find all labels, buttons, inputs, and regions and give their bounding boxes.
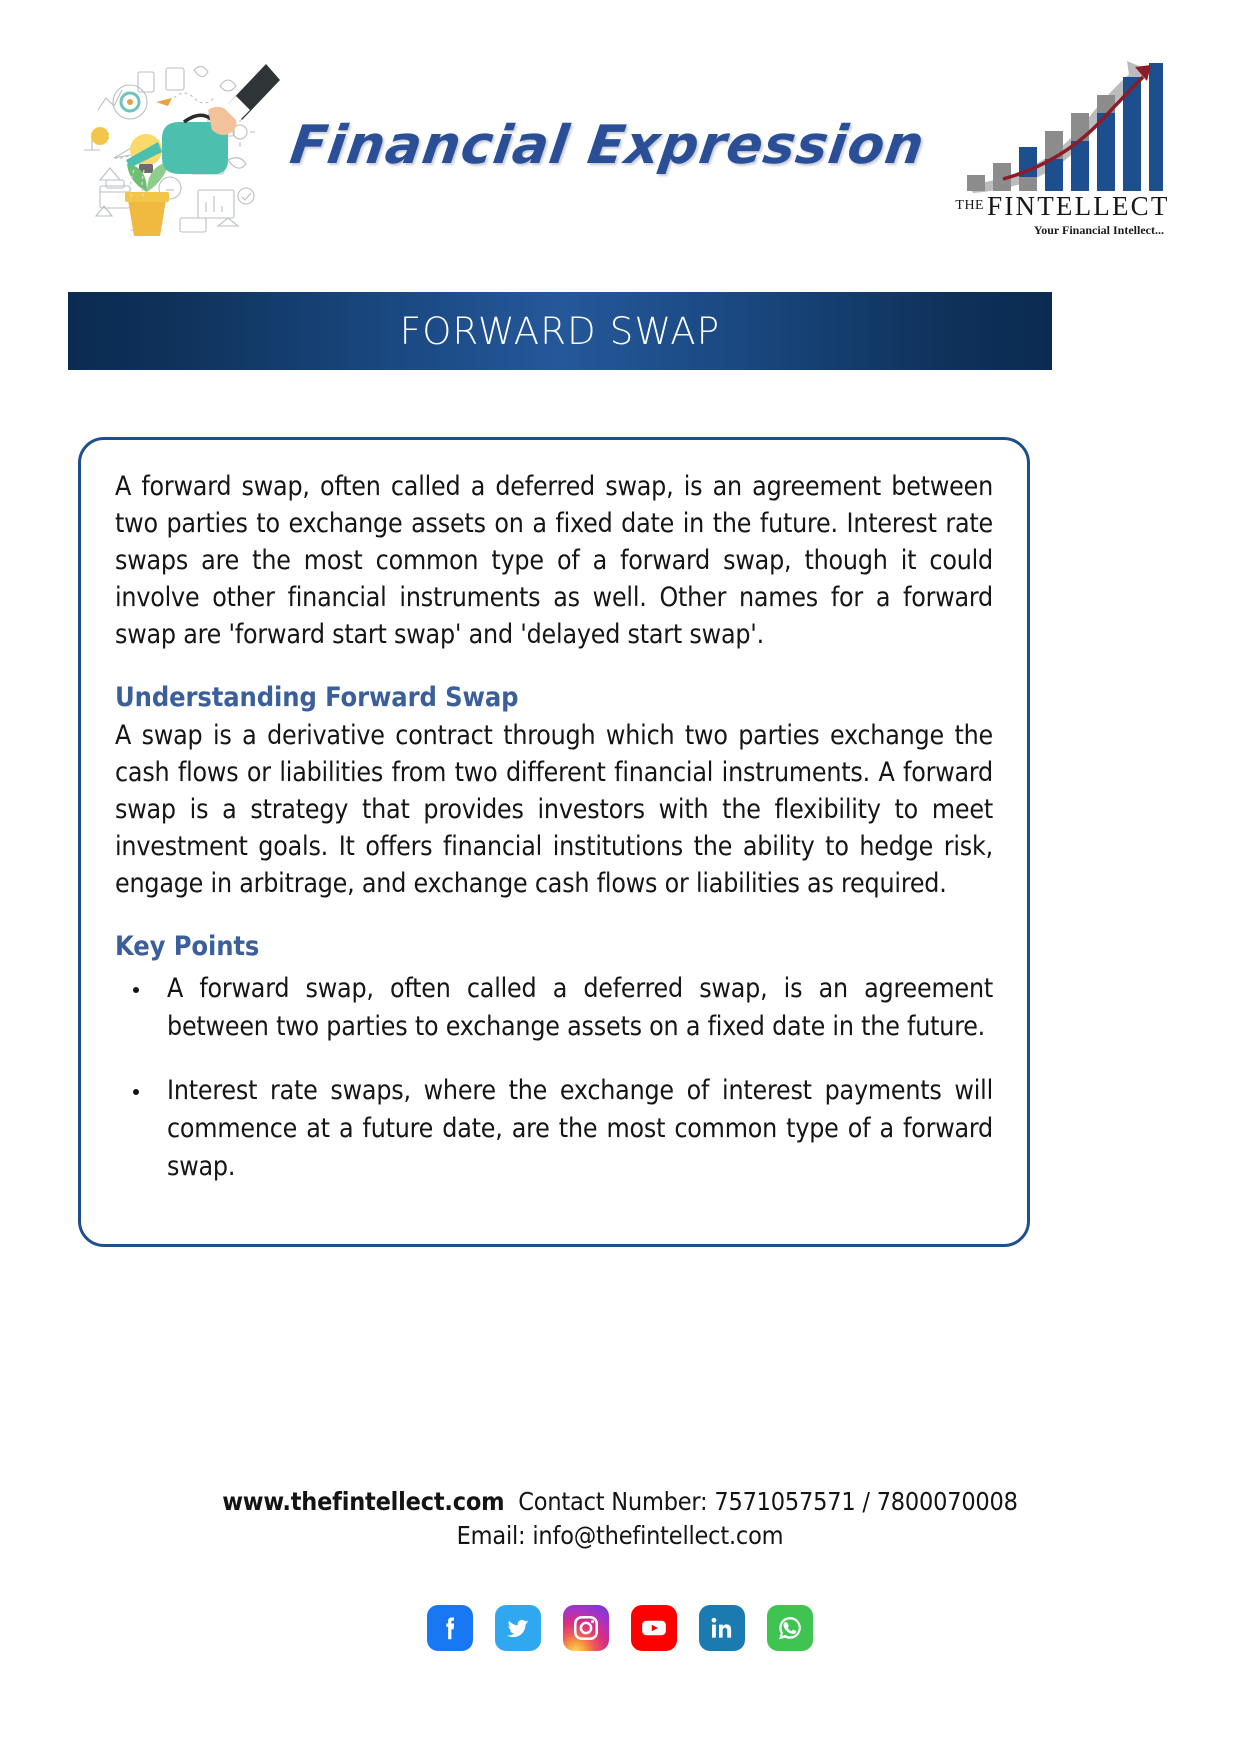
article-card	[78, 437, 1030, 1247]
list-item: Interest rate swaps, where the exchange of interest payments will commence at a future date, are the most common type of a forward swap.	[115, 1072, 993, 1186]
whatsapp-icon[interactable]	[767, 1605, 813, 1651]
page-title: Financial Expression	[286, 114, 929, 176]
understanding-paragraph: A swap is a derivative contract through which two parties exchange the cash flows or liabilities from two different financial instruments. A forward swap is a strategy that provides investors with the flexibility to meet investment goals. It offers financial institutions the ability to hedge risk, engage in arbitrage, and exchange cash flows or liabilities as required.	[115, 720, 993, 899]
website-link[interactable]: www.thefintellect.com	[222, 1487, 505, 1516]
heading-key-points: Key Points	[115, 931, 260, 962]
logo-the-text: THE	[955, 198, 985, 213]
business-ideas-illustration	[70, 40, 280, 250]
linkedin-icon[interactable]	[699, 1605, 745, 1651]
logo-growth-chart	[961, 55, 1166, 195]
footer-contact-line	[0, 1485, 1240, 1519]
youtube-icon[interactable]	[631, 1605, 677, 1651]
logo-wordmark	[955, 191, 1170, 222]
logo-tagline: Your Financial Intellect...	[1033, 223, 1164, 237]
social-links	[0, 1605, 1240, 1651]
instagram-icon[interactable]	[563, 1605, 609, 1651]
key-points-list	[115, 970, 993, 1186]
page-header	[0, 0, 1240, 290]
heading-understanding-forward-swap: Understanding Forward Swap	[115, 682, 519, 713]
footer-email-line[interactable]: Email: info@thefintellect.com	[456, 1521, 784, 1550]
page-footer	[0, 1485, 1240, 1553]
logo-name-text: FINTELLECT	[987, 191, 1170, 221]
contact-label: Contact Number:	[518, 1487, 708, 1516]
contact-numbers: 7571057571 / 7800070008	[714, 1487, 1018, 1516]
fintellect-logo	[955, 45, 1170, 245]
section-title-banner	[68, 292, 1052, 370]
twitter-icon[interactable]	[495, 1605, 541, 1651]
facebook-icon[interactable]	[427, 1605, 473, 1651]
intro-paragraph: A forward swap, often called a deferred swap, is an agreement between two parties to exchange assets on a fixed date in the future. Interest rate swaps are the most common type of a forward swap, though it could involve other financial instruments as well. Other names for a forward swap are 'forward start swap' and 'delayed start swap'.	[115, 471, 993, 650]
list-item: A forward swap, often called a deferred swap, is an agreement between two parties to exchange assets on a fixed date in the future.	[115, 970, 993, 1046]
section-title: FORWARD SWAP	[399, 309, 721, 353]
